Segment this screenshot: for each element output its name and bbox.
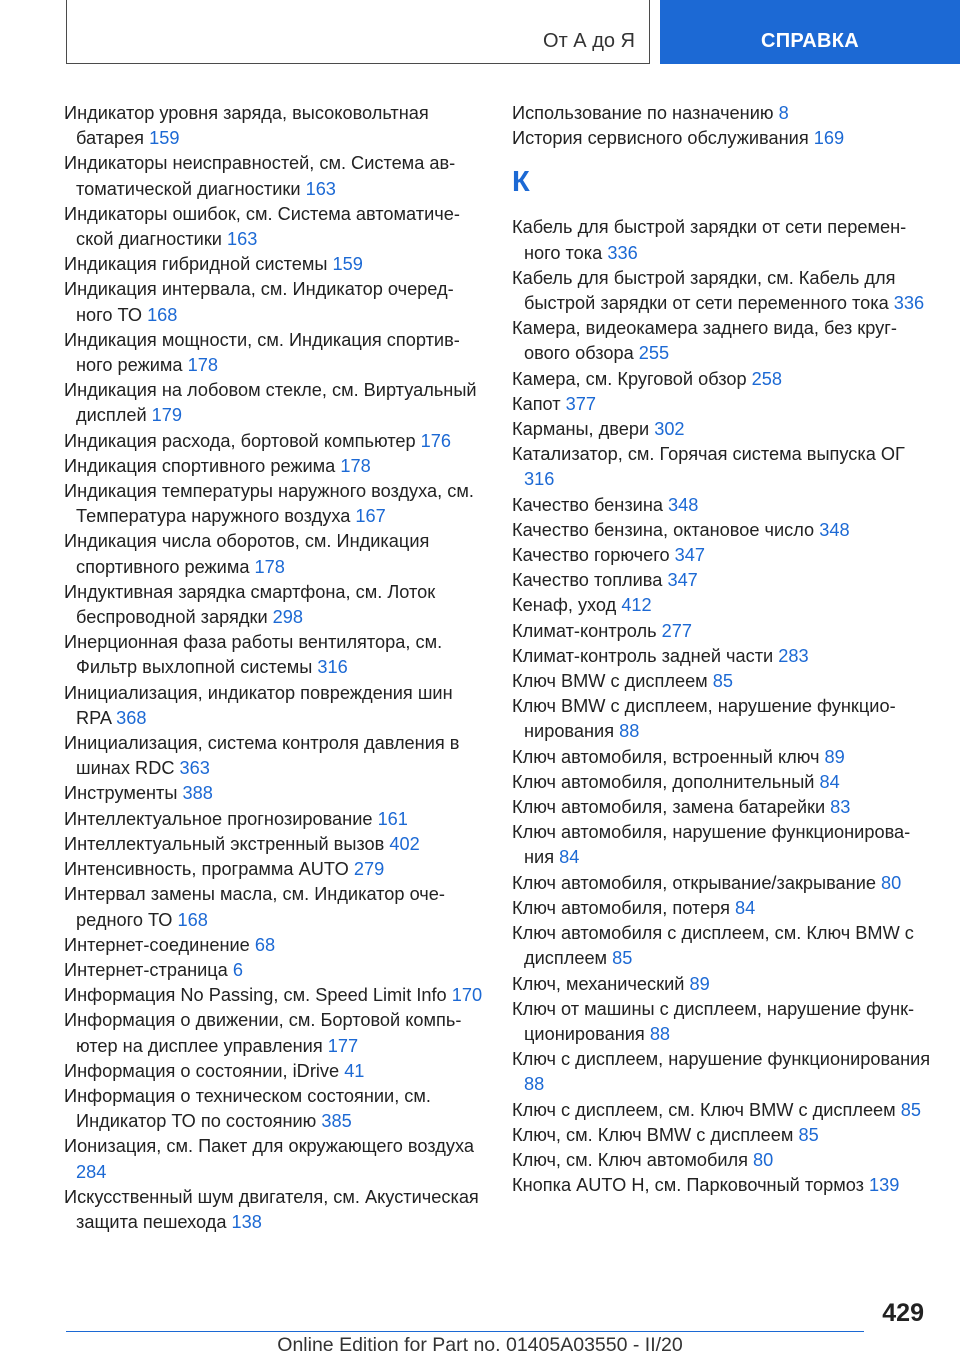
index-page-link[interactable]: 178 xyxy=(187,355,218,376)
index-entry xyxy=(512,493,932,518)
index-entry-text: Индикация на лобовом стекле, см. Виртуальный дисплей xyxy=(64,380,477,426)
index-entry xyxy=(512,266,932,316)
index-entry xyxy=(512,770,932,795)
index-page-link[interactable]: 176 xyxy=(420,430,451,451)
index-entry xyxy=(512,518,932,543)
index-page-link[interactable]: 316 xyxy=(317,657,348,678)
index-column-right xyxy=(512,101,932,1198)
index-entry-text: Кнопка AUTO H, см. Парковочный тормоз xyxy=(512,1175,864,1196)
index-page-link[interactable]: 159 xyxy=(332,254,363,275)
index-entry xyxy=(512,442,932,492)
index-entry xyxy=(512,921,932,971)
index-entry-text: Индикаторы неисправностей, см. Система автоматической диагностики xyxy=(64,153,456,199)
index-page-link[interactable]: 279 xyxy=(353,859,385,880)
index-entry-text: Индикация интервала, см. Индикатор очередного ТО xyxy=(64,279,454,325)
index-entry xyxy=(512,871,932,896)
index-group-k xyxy=(512,215,932,1198)
index-entry xyxy=(64,933,484,958)
index-entry xyxy=(64,580,484,630)
index-entry-text: Индуктивная зарядка смартфона, см. Лоток беспроводной зарядки xyxy=(64,581,436,628)
index-entry-text: История сервисного обслуживания xyxy=(512,128,809,149)
index-page-link[interactable]: 88 xyxy=(619,721,640,742)
index-entry xyxy=(512,619,932,644)
index-entry-text: Ключ автомобиля, открывание/закрывание xyxy=(512,872,876,893)
index-page-link[interactable]: 298 xyxy=(272,607,304,628)
index-entry xyxy=(512,1148,932,1173)
footer-divider xyxy=(66,1331,864,1332)
index-entry-text: Климат-контроль задней части xyxy=(512,645,774,666)
index-entry xyxy=(64,1185,484,1235)
index-entry-text: Ключ от машины с дисплеем, нарушение функционирования xyxy=(512,998,915,1044)
index-entry xyxy=(512,1173,932,1198)
index-page-link[interactable]: 163 xyxy=(305,178,336,199)
index-entry xyxy=(64,1059,484,1084)
index-entry-text: Ключ, механический xyxy=(512,973,685,994)
index-page-link[interactable]: 85 xyxy=(612,948,633,969)
index-entry xyxy=(512,101,932,126)
index-entry xyxy=(512,417,932,442)
index-entry xyxy=(64,1134,484,1184)
index-entry xyxy=(512,215,932,265)
index-page-link[interactable]: 84 xyxy=(819,771,840,792)
index-entry-text: Индикатор уровня заряда, высоковольтная батарея xyxy=(64,103,429,149)
index-entry-text: Климат-контроль xyxy=(512,620,657,641)
index-page-link[interactable]: 385 xyxy=(321,1111,352,1132)
index-group-i-continued xyxy=(512,101,932,151)
index-entry xyxy=(512,896,932,921)
index-page-link[interactable]: 163 xyxy=(227,229,258,250)
index-page-link[interactable]: 84 xyxy=(559,847,580,868)
index-entry-text: Индикация гибридной системы xyxy=(64,254,328,275)
index-entry-text: Индикация температуры наружного воздуха, см. Температура наружного воздуха xyxy=(64,481,474,527)
index-entry xyxy=(512,1123,932,1148)
index-entry xyxy=(64,630,484,680)
index-entry xyxy=(64,983,484,1008)
index-entry-text: Карманы, двери xyxy=(512,419,650,440)
index-entry-text: Искусственный шум двигателя, см. Акустическая защита пешехода xyxy=(64,1186,479,1232)
index-entry xyxy=(512,745,932,770)
index-entry-text: Кабель для быстрой зарядки от сети переменного тока xyxy=(512,217,907,263)
index-page-link[interactable]: 283 xyxy=(778,645,809,666)
index-entry-text: Ключ автомобиля, замена батарейки xyxy=(512,797,826,818)
index-page-link[interactable]: 255 xyxy=(638,343,670,364)
index-entry-text: Индикация числа оборотов, см. Индикация спортивного режима xyxy=(64,531,430,577)
index-entry-text: Интеллектуальный экстренный вызов xyxy=(64,833,385,854)
index-page-link[interactable]: 80 xyxy=(881,872,902,893)
index-entry-text: Ключ автомобиля, нарушение функционирования xyxy=(512,822,911,868)
index-page-link[interactable]: 6 xyxy=(232,959,243,980)
index-entry-text: Инерционная фаза работы вентилятора, см. Фильтр выхлопной системы xyxy=(64,632,443,678)
index-entry-text: Интервал замены масла, см. Индикатор очередного ТО xyxy=(64,884,445,930)
index-column-left xyxy=(64,101,484,1235)
index-entry-text: Информация о движении, см. Бортовой компьютер на дисплее управления xyxy=(64,1010,462,1056)
index-page-link[interactable]: 368 xyxy=(116,707,147,728)
index-page-link[interactable]: 412 xyxy=(621,595,652,616)
index-entry-text: Ключ автомобиля с дисплеем, см. Ключ BMW с дисплеем xyxy=(512,923,914,969)
index-entry xyxy=(64,101,484,151)
index-page-link[interactable]: 316 xyxy=(524,469,555,490)
index-page-link[interactable]: 168 xyxy=(177,909,208,930)
index-entry-text: Индикация спортивного режима xyxy=(64,455,336,476)
index-entry xyxy=(512,392,932,417)
index-entry xyxy=(512,1047,932,1097)
index-entry-text: Качество бензина, октановое число xyxy=(512,519,815,540)
index-page-link[interactable]: 178 xyxy=(340,455,371,476)
index-entry xyxy=(64,681,484,731)
index-entry xyxy=(512,997,932,1047)
index-entry-text: Камера, см. Круговой обзор xyxy=(512,368,747,389)
index-page-link[interactable]: 8 xyxy=(778,103,789,123)
index-page-link[interactable]: 139 xyxy=(869,1175,900,1196)
index-entry xyxy=(64,1084,484,1134)
index-entry xyxy=(64,807,484,832)
index-page-link[interactable]: 179 xyxy=(151,405,183,426)
index-entry xyxy=(64,958,484,983)
index-page-link[interactable]: 258 xyxy=(751,368,783,389)
index-entry xyxy=(64,529,484,579)
index-entry xyxy=(64,277,484,327)
index-entry xyxy=(64,1008,484,1058)
index-entry-text: Кенаф, уход xyxy=(512,595,617,616)
index-page-link[interactable]: 388 xyxy=(182,783,213,804)
index-entry-text: Индикация мощности, см. Индикация спортивного режима xyxy=(64,329,460,376)
index-entry-text: Качество горючего xyxy=(512,545,670,566)
index-entry-text: Ключ, см. Ключ автомобиля xyxy=(512,1149,748,1170)
index-entry-text: Ключ автомобиля, дополнительный xyxy=(512,771,815,792)
index-entry xyxy=(512,1098,932,1123)
index-page-link[interactable]: 336 xyxy=(893,293,925,314)
header-chapter-tab[interactable] xyxy=(660,0,960,64)
index-entry xyxy=(64,378,484,428)
index-page-link[interactable]: 170 xyxy=(451,985,483,1006)
index-section-letter: К xyxy=(512,166,530,199)
index-entry xyxy=(512,316,932,366)
index-entry xyxy=(512,795,932,820)
index-entry xyxy=(64,429,484,454)
index-page-link[interactable]: 41 xyxy=(344,1060,365,1081)
index-page-link[interactable]: 88 xyxy=(524,1074,545,1095)
index-entry xyxy=(512,820,932,870)
index-page-link[interactable]: 348 xyxy=(668,494,699,515)
index-entry xyxy=(64,857,484,882)
index-entry xyxy=(64,252,484,277)
index-page-link[interactable]: 85 xyxy=(900,1099,921,1120)
index-entry-text: Использование по назначению xyxy=(512,103,774,123)
index-entry xyxy=(64,202,484,252)
index-entry xyxy=(64,882,484,932)
index-entry-text: Инициализация, система контроля давления в шинах RDC xyxy=(64,733,460,779)
index-page-link[interactable]: 336 xyxy=(607,242,638,263)
index-page-link[interactable]: 168 xyxy=(147,304,178,325)
index-page-link[interactable]: 169 xyxy=(813,128,845,149)
edition-info: Online Edition for Part no. 01405A03550 - II/20 xyxy=(277,1334,683,1356)
header-chapter-title: СПРАВКА xyxy=(760,30,860,52)
index-entry-text: Качество топлива xyxy=(512,570,663,591)
index-entry xyxy=(512,126,932,151)
index-entry xyxy=(512,644,932,669)
header-section-tab xyxy=(66,0,650,64)
index-entry-text: Ионизация, см. Пакет для окружающего воздуха xyxy=(64,1136,474,1157)
index-page-link[interactable]: 302 xyxy=(654,419,685,440)
index-page-link[interactable]: 347 xyxy=(667,570,698,591)
index-entry-text: Ключ с дисплеем, см. Ключ BMW с дисплеем xyxy=(512,1099,896,1120)
index-page-link[interactable]: 402 xyxy=(389,833,420,854)
index-entry-text: Ключ BMW с дисплеем xyxy=(512,671,708,692)
index-entry xyxy=(64,832,484,857)
index-entry-text: Ключ BMW с дисплеем, нарушение функционирования xyxy=(512,696,896,742)
index-entry-text: Камера, видеокамера заднего вида, без кругового обзора xyxy=(512,318,897,364)
index-page-link[interactable]: 167 xyxy=(355,506,386,527)
index-entry-text: Ключ с дисплеем, нарушение функционирования xyxy=(512,1049,931,1070)
index-entry xyxy=(64,328,484,378)
index-page-link[interactable]: 83 xyxy=(830,797,851,818)
index-entry-text: Качество бензина xyxy=(512,494,663,515)
index-page-link[interactable]: 80 xyxy=(753,1149,774,1170)
index-entry-text: Капот xyxy=(512,393,561,414)
index-page-link[interactable]: 377 xyxy=(565,393,597,414)
index-entry xyxy=(64,151,484,201)
index-entry-text: Интеллектуальное прогнозирование xyxy=(64,808,373,829)
index-entry-text: Ключ автомобиля, потеря xyxy=(512,897,730,918)
index-page-link[interactable]: 138 xyxy=(231,1211,262,1232)
index-page-link[interactable]: 177 xyxy=(327,1035,359,1056)
index-page-link[interactable]: 89 xyxy=(824,746,845,767)
index-page-link[interactable]: 347 xyxy=(674,545,706,566)
index-page-link[interactable]: 85 xyxy=(712,671,733,692)
index-page-link[interactable]: 88 xyxy=(649,1023,671,1044)
index-page-link[interactable]: 159 xyxy=(149,128,180,149)
index-page-link[interactable]: 84 xyxy=(734,897,756,918)
index-entry-text: Интенсивность, программа AUTO xyxy=(64,859,349,880)
index-entry xyxy=(512,367,932,392)
index-page-link[interactable]: 89 xyxy=(689,973,710,994)
index-entry-text: Информация о техническом состоянии, см. Индикатор ТО по состоянию xyxy=(64,1085,431,1132)
index-page-link[interactable]: 363 xyxy=(179,758,210,779)
index-entry xyxy=(64,731,484,781)
index-entry xyxy=(512,568,932,593)
index-entry-text: Интернет-страница xyxy=(64,959,228,980)
index-entry-text: Информация о состоянии, iDrive xyxy=(64,1060,340,1081)
index-page-link[interactable]: 68 xyxy=(254,934,276,955)
index-entry xyxy=(512,593,932,618)
index-entry-text: Ключ, см. Ключ BMW с дисплеем xyxy=(512,1124,794,1145)
index-entry-text: Индикация расхода, бортовой компьютер xyxy=(64,430,416,451)
index-page-link[interactable]: 85 xyxy=(798,1124,819,1145)
index-entry-text: Индикаторы ошибок, см. Система автоматической диагностики xyxy=(64,203,460,250)
index-page-link[interactable]: 284 xyxy=(76,1161,107,1182)
page-number: 429 xyxy=(882,1299,924,1327)
index-entry-text: Катализатор, см. Горячая система выпуска ОГ xyxy=(512,444,905,465)
index-entry-text: Инструменты xyxy=(64,783,178,804)
index-entry xyxy=(512,669,932,694)
index-entry-text: Инициализация, индикатор повреждения шин RPA xyxy=(64,682,453,728)
index-entry xyxy=(512,694,932,744)
index-page-link[interactable]: 178 xyxy=(254,556,285,577)
index-entry xyxy=(64,781,484,806)
index-entry-text: Информация No Passing, см. Speed Limit Info xyxy=(64,985,447,1006)
index-entry xyxy=(64,454,484,479)
index-entry-text: Кабель для быстрой зарядки, см. Кабель для быстрой зарядки от сети переменного тока xyxy=(512,267,896,314)
index-page-link[interactable]: 161 xyxy=(377,808,408,829)
index-page-link[interactable]: 277 xyxy=(661,620,692,641)
index-entry xyxy=(64,479,484,529)
index-page-link[interactable]: 348 xyxy=(819,519,850,540)
index-entry-text: Интернет-соединение xyxy=(64,934,250,955)
index-entry-text: Ключ автомобиля, встроенный ключ xyxy=(512,746,820,767)
index-entry xyxy=(512,972,932,997)
index-entry xyxy=(512,543,932,568)
header-section-title: От А до Я xyxy=(543,30,635,52)
